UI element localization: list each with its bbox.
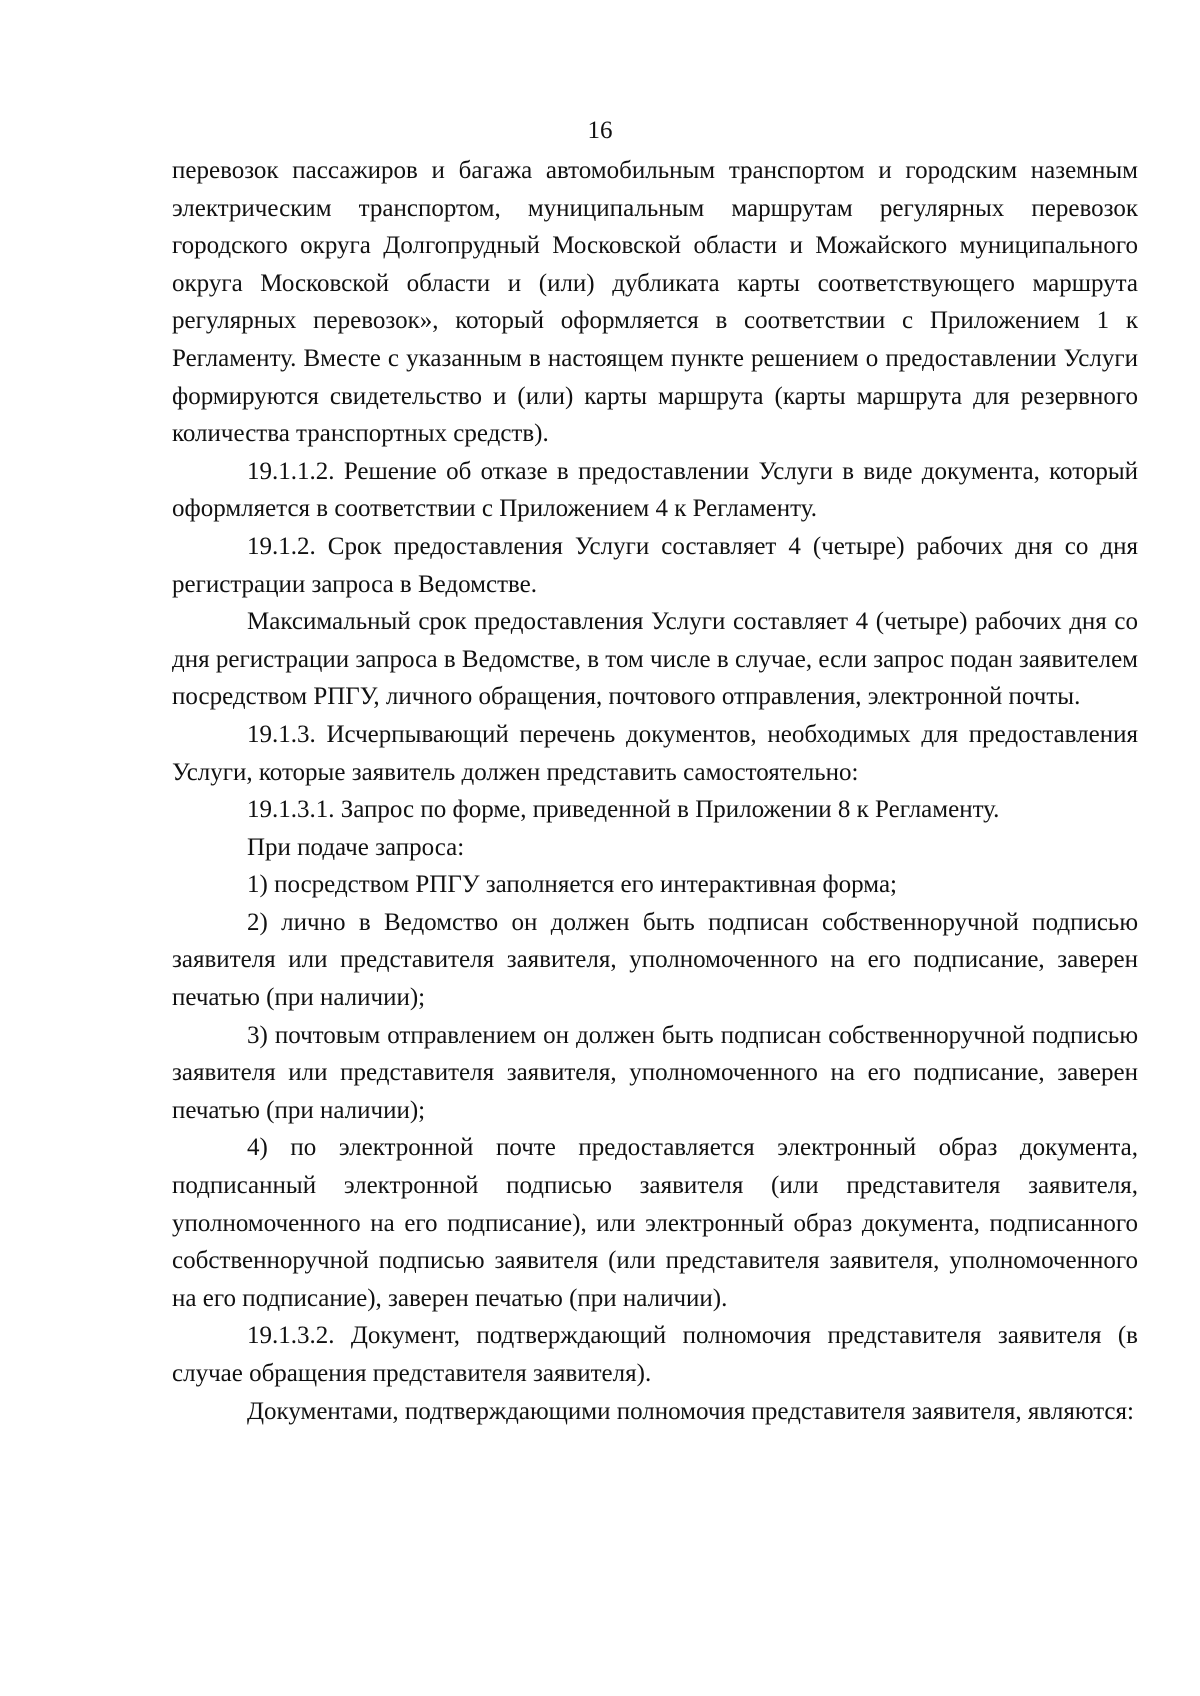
paragraph-19-1-3-2: 19.1.3.2. Документ, подтверждающий полномочия представителя заявителя (в случае обращения представителя заявителя). [172,1322,1138,1387]
page-number: 16 [587,117,613,144]
document-body [172,152,1138,1430]
paragraph-max-term: Максимальный срок предоставления Услуги составляет 4 (четыре) рабочих дня со дня регистрации запроса в Ведомстве, в том числе в случае, если запрос подан заявителем посредством РПГУ, личного обращения, почтового отправления, электронной почты. [172,608,1138,711]
list-item-3: 3) почтовым отправлением он должен быть подписан собственноручной подписью заявителя или представителя заявителя, уполномоченного на его подписание, заверен печатью (при наличии); [172,1021,1138,1124]
paragraph-19-1-2: 19.1.2. Срок предоставления Услуги составляет 4 (четыре) рабочих дня со дня регистрации запроса в Ведомстве. [172,532,1138,598]
paragraph-19-1-3: 19.1.3. Исчерпывающий перечень документов, необходимых для предоставления Услуги, которые заявитель должен представить самостоятельно: [172,720,1138,786]
list-item-1: 1) посредством РПГУ заполняется его интерактивная форма; [247,871,897,899]
paragraph-submission-intro: При подаче запроса: [247,833,465,861]
paragraph-19-1-1-2: 19.1.1.2. Решение об отказе в предоставлении Услуги в виде документа, который оформляется в соответствии с Приложением 4 к Регламенту. [172,457,1138,523]
paragraph-authority-documents: Документами, подтверждающими полномочия представителя заявителя, являются: [247,1397,1134,1425]
list-item-2: 2) лично в Ведомство он должен быть подписан собственноручной подписью заявителя или представителя заявителя, уполномоченного на его подписание, заверен печатью (при наличии); [172,908,1138,1012]
list-item-4: 4) по электронной почте предоставляется электронный образ документа, подписанный электронной подписью заявителя (или представителя заявителя, уполномоченного на его подписание), или электронный образ документа, подписанного собственноручной подписью заявителя (или представителя заявителя, уполномоченного на его подписание), заверен печатью (при наличии). [172,1134,1138,1312]
paragraph-continued-route-card: перевозок пассажиров и багажа автомобильным транспортом и городским наземным электрическим транспортом, муниципальным маршрутам регулярных перевозок городского округа Долгопрудный Московской области и Можайского муниципального округа Московской области и (или) дубликата карты соответствующего маршрута регулярных перевозок», который оформляется в соответствии с Приложением 1 к Регламенту. Вместе с указанным в настоящем пункте решением о предоставлении Услуги формируются свидетельство и (или) карты маршрута (карты маршрута для резервного количества транспортных средств). [172,157,1138,448]
paragraph-19-1-3-1: 19.1.3.1. Запрос по форме, приведенной в Приложении 8 к Регламенту. [247,796,1000,824]
